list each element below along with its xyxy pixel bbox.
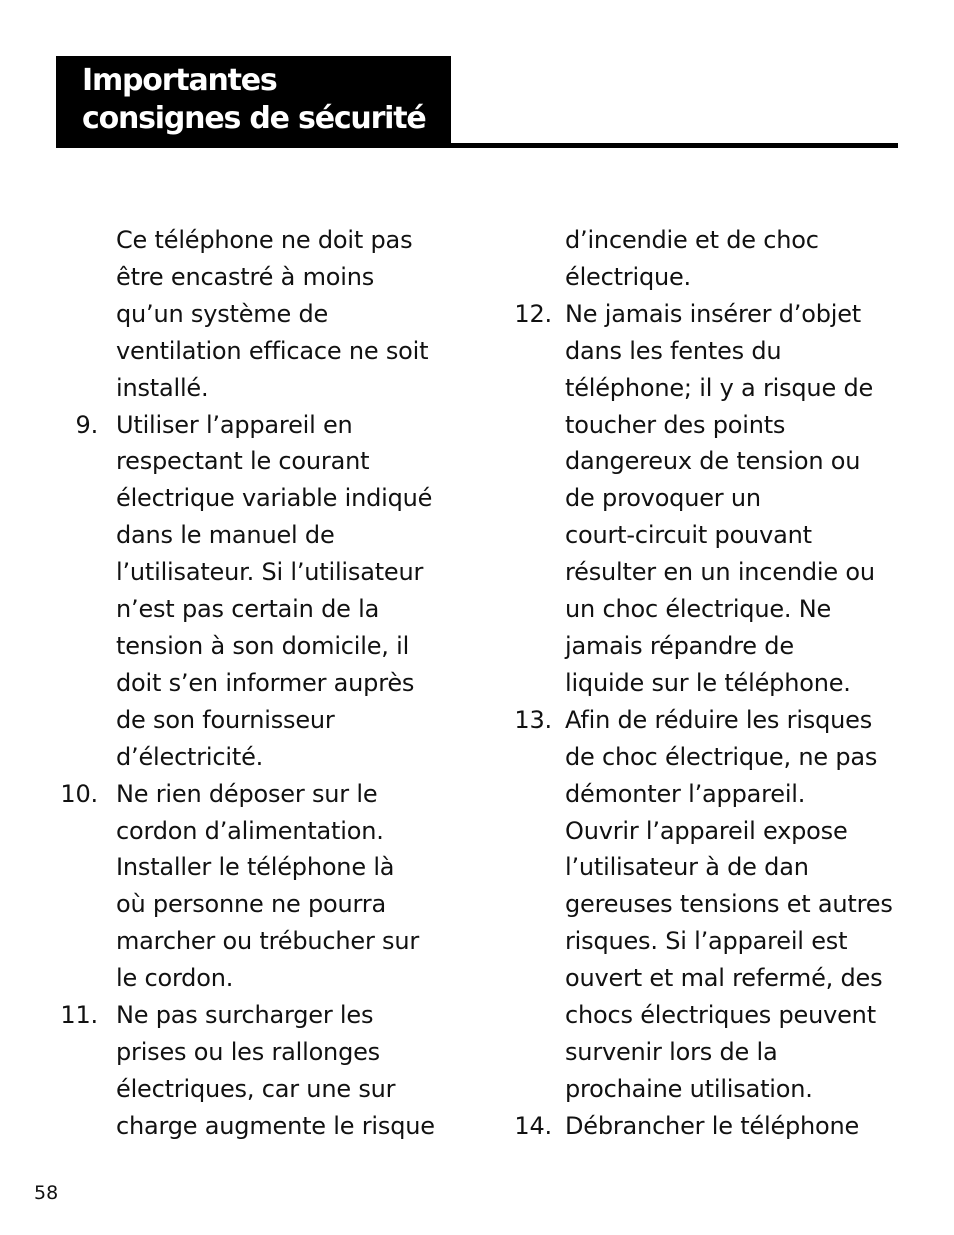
text-line: d’électricité. bbox=[116, 742, 264, 771]
text-line: de son fournisseur bbox=[116, 705, 335, 734]
text-line: prises ou les rallonges bbox=[116, 1037, 380, 1066]
text-line: Ne jamais insérer d’objet bbox=[565, 299, 861, 328]
list-item-text bbox=[116, 407, 456, 776]
text-line: Ne rien déposer sur le bbox=[116, 779, 378, 808]
list-item-text bbox=[116, 997, 456, 1145]
text-line: risques. Si l’appareil est bbox=[565, 927, 848, 956]
text-line: prochaine utilisation. bbox=[565, 1074, 813, 1103]
text-line: de provoquer un bbox=[565, 484, 761, 513]
text-line: le cordon. bbox=[116, 964, 234, 993]
text-line: gereuses tensions et autres bbox=[565, 890, 893, 919]
section-title-line-1: Importantes bbox=[82, 63, 277, 98]
text-line: Afin de réduire les risques bbox=[565, 705, 873, 734]
text-line: électriques, car une sur bbox=[116, 1074, 396, 1103]
text-line: dans le manuel de bbox=[116, 521, 335, 550]
text-line: charge augmente le risque bbox=[116, 1111, 435, 1140]
page-number: 58 bbox=[34, 1182, 59, 1204]
right-column bbox=[470, 222, 940, 1145]
text-line: d’incendie et de choc bbox=[565, 226, 819, 254]
text-line: de choc électrique, ne pas bbox=[565, 742, 878, 771]
left-column bbox=[0, 222, 470, 1145]
text-line: Ouvrir l’appareil expose bbox=[565, 816, 848, 845]
text-line: cordon d’alimentation. bbox=[116, 816, 384, 845]
text-line: liquide sur le téléphone. bbox=[565, 668, 851, 697]
text-line: court-circuit pouvant bbox=[565, 521, 812, 550]
list-item-number: 11. bbox=[60, 1001, 98, 1030]
text-line: Utiliser l’appareil en bbox=[116, 410, 353, 439]
list-item-number: 12. bbox=[514, 299, 552, 328]
text-line: l’utilisateur à de dan bbox=[565, 853, 809, 882]
text-line: où personne ne pourra bbox=[116, 890, 386, 919]
text-line: Ce téléphone ne doit pas bbox=[116, 226, 413, 254]
text-line: résulter en un incendie ou bbox=[565, 558, 875, 587]
list-item-text bbox=[116, 776, 456, 997]
list-item bbox=[0, 407, 470, 776]
list-item bbox=[0, 997, 470, 1145]
list-item bbox=[470, 1108, 940, 1145]
text-line: jamais répandre de bbox=[565, 631, 794, 660]
text-line: n’est pas certain de la bbox=[116, 595, 380, 624]
list-item-number: 13. bbox=[514, 705, 552, 734]
list-item bbox=[0, 776, 470, 997]
list-item-continuation bbox=[470, 222, 940, 296]
text-line: installé. bbox=[116, 373, 209, 402]
text-line: ventilation efficace ne soit bbox=[116, 336, 429, 365]
list-item-text bbox=[565, 702, 905, 1108]
text-line: un choc électrique. Ne bbox=[565, 595, 832, 624]
text-line: chocs électriques peuvent bbox=[565, 1001, 876, 1030]
text-line: qu’un système de bbox=[116, 299, 329, 328]
text-line: survenir lors de la bbox=[565, 1037, 778, 1066]
text-line: électrique. bbox=[565, 262, 691, 291]
text-line: l’utilisateur. Si l’utilisateur bbox=[116, 558, 424, 587]
text-line: respectant le courant bbox=[116, 447, 370, 476]
text-line: dangereux de tension ou bbox=[565, 447, 861, 476]
text-line: être encastré à moins bbox=[116, 262, 375, 291]
list-item-text bbox=[565, 1108, 905, 1145]
list-item-number: 9. bbox=[75, 410, 98, 439]
list-item-number: 10. bbox=[60, 779, 98, 808]
text-line: marcher ou trébucher sur bbox=[116, 927, 420, 956]
text-line: électrique variable indiqué bbox=[116, 484, 433, 513]
list-item-text bbox=[565, 296, 905, 702]
text-line: toucher des points bbox=[565, 410, 786, 439]
list-item bbox=[470, 702, 940, 1108]
text-line: Installer le téléphone là bbox=[116, 853, 395, 882]
list-item-text bbox=[116, 222, 456, 407]
list-item-continuation bbox=[0, 222, 470, 407]
text-line: Ne pas surcharger les bbox=[116, 1001, 374, 1030]
section-title bbox=[82, 62, 426, 138]
text-line: doit s’en informer auprès bbox=[116, 668, 415, 697]
list-item-number: 14. bbox=[514, 1111, 552, 1140]
section-title-line-2: consignes de sécurité bbox=[82, 101, 426, 136]
text-line: Débrancher le téléphone bbox=[565, 1111, 860, 1140]
list-item-text bbox=[565, 222, 905, 296]
text-line: démonter l’appareil. bbox=[565, 779, 806, 808]
text-line: dans les fentes du bbox=[565, 336, 782, 365]
list-item bbox=[470, 296, 940, 702]
text-line: tension à son domicile, il bbox=[116, 631, 410, 660]
text-line: ouvert et mal refermé, des bbox=[565, 964, 883, 993]
header-rule bbox=[56, 143, 898, 148]
text-line: téléphone; il y a risque de bbox=[565, 373, 874, 402]
